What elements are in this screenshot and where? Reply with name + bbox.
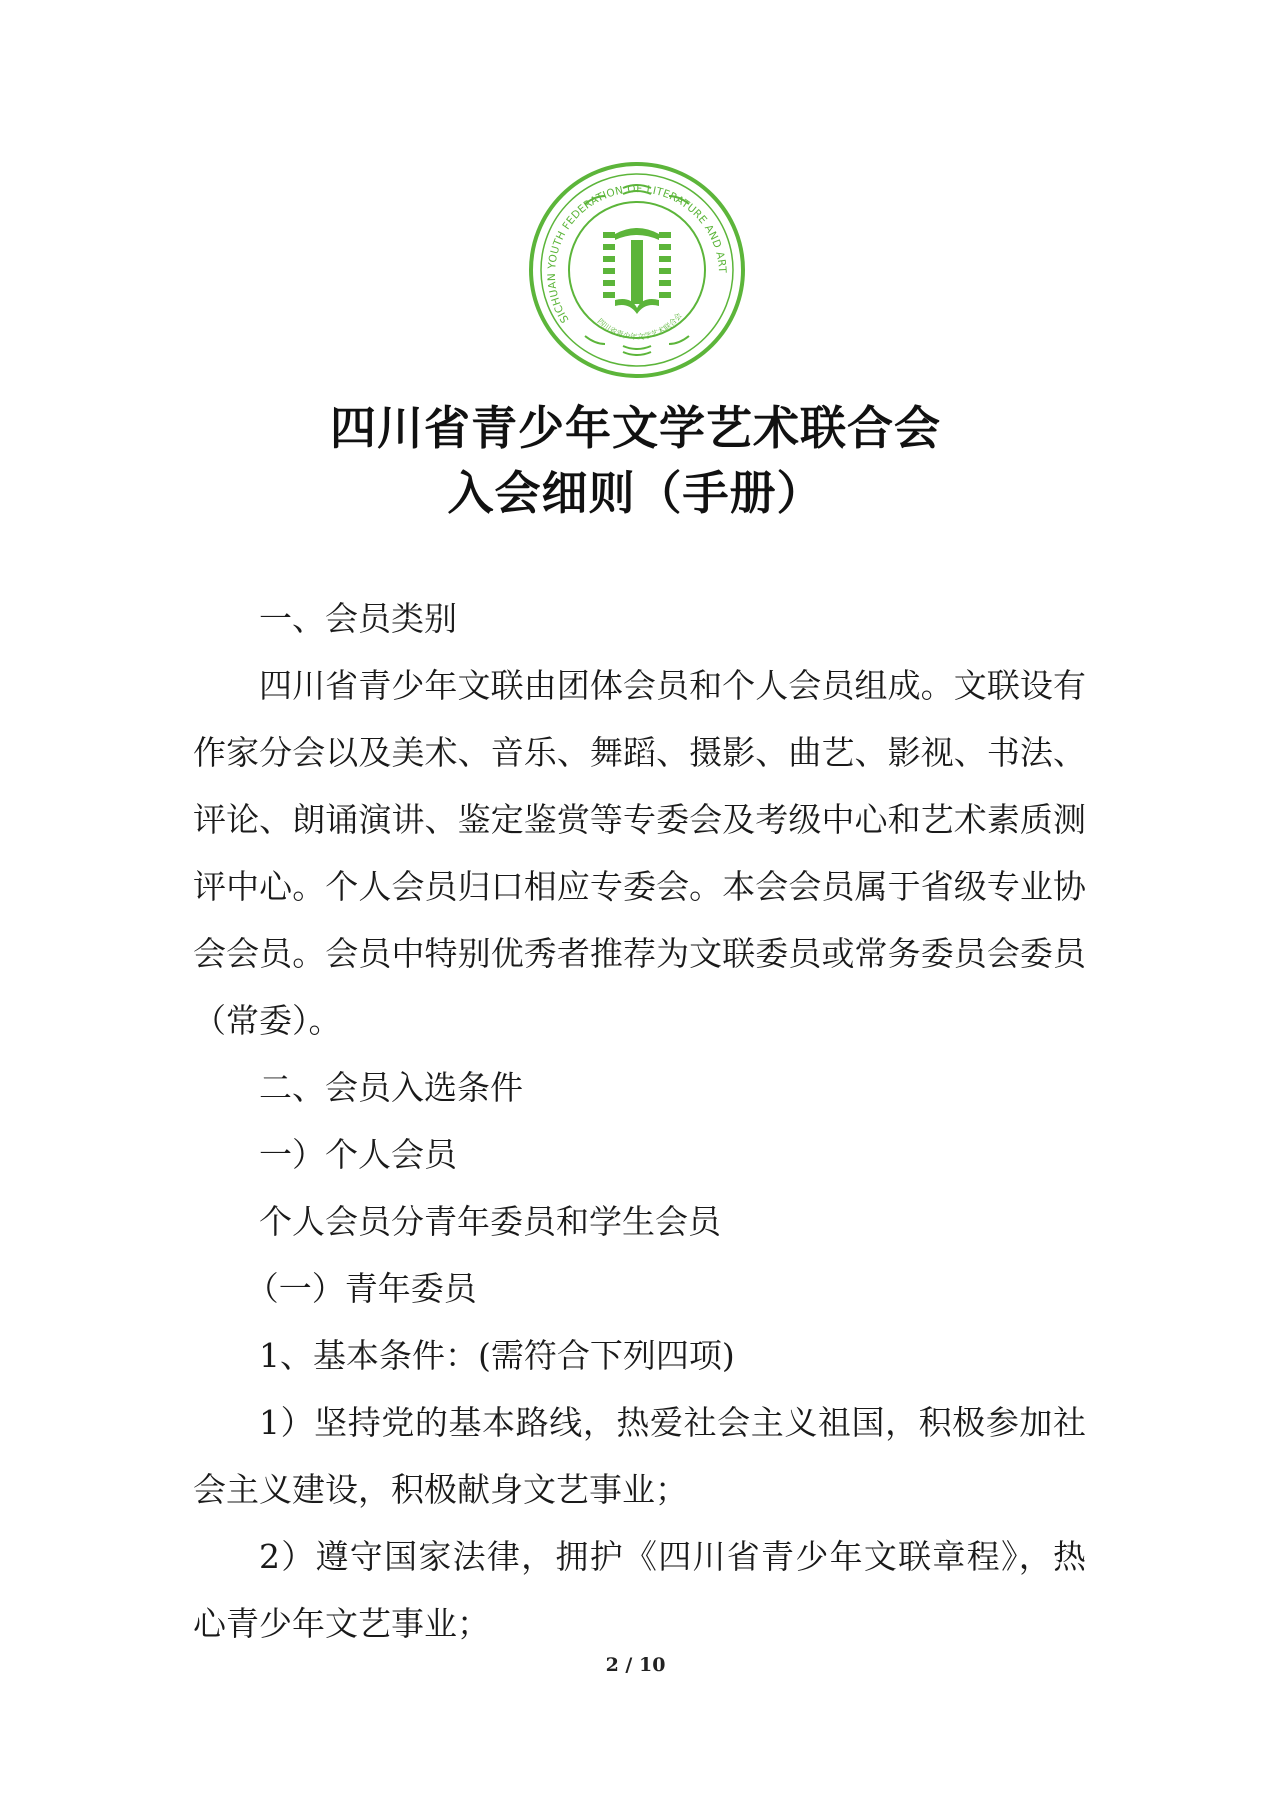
federation-logo (527, 160, 747, 380)
condition-item-1: 1）坚持党的基本路线，热爱社会主义祖国，积极参加社会主义建设，积极献身文艺事业； (193, 1403, 1086, 1509)
section-heading-member-categories: 一、会员类别 (259, 599, 457, 638)
basic-conditions-label: 1、基本条件：(需符合下列四项) (259, 1336, 735, 1375)
subheading-youth-committee: （一）青年委员 (245, 1269, 477, 1308)
logo-ring-text: SICHUAN YOUTH FEDERATION OF LITERATURE AND ART (545, 183, 729, 325)
condition-item-2: 2）遵守国家法律，拥护《四川省青少年文联章程》，热心青少年文艺事业； (193, 1537, 1086, 1643)
individual-members-paragraph: 个人会员分青年委员和学生会员 (259, 1202, 721, 1241)
subheading-individual-members: 一）个人会员 (259, 1135, 457, 1174)
section-heading-admission-conditions: 二、会员入选条件 (259, 1068, 523, 1107)
logo-inner-text: 四川省青少年文学艺术联合会 (595, 311, 684, 342)
member-categories-paragraph: 四川省青少年文联由团体会员和个人会员组成。文联设有作家分会以及美术、音乐、舞蹈、摄影、曲艺、影视、书法、评论、朗诵演讲、鉴定鉴赏等专委会及考级中心和艺术素质测评中心。个人会员归口相应专委会。本会会员属于省级专业协会会员。会员中特别优秀者推荐为文联委员或常务委员会委员（常委）。 (193, 666, 1086, 1040)
page-number: 2 / 10 (605, 1654, 666, 1676)
document-title: 四川省青少年文学艺术联合会 (330, 401, 941, 455)
svg-text:四川省青少年文学艺术联合会 (596, 310, 684, 341)
document-subtitle: 入会细则（手册） (447, 466, 824, 520)
document-body (193, 585, 1086, 1657)
